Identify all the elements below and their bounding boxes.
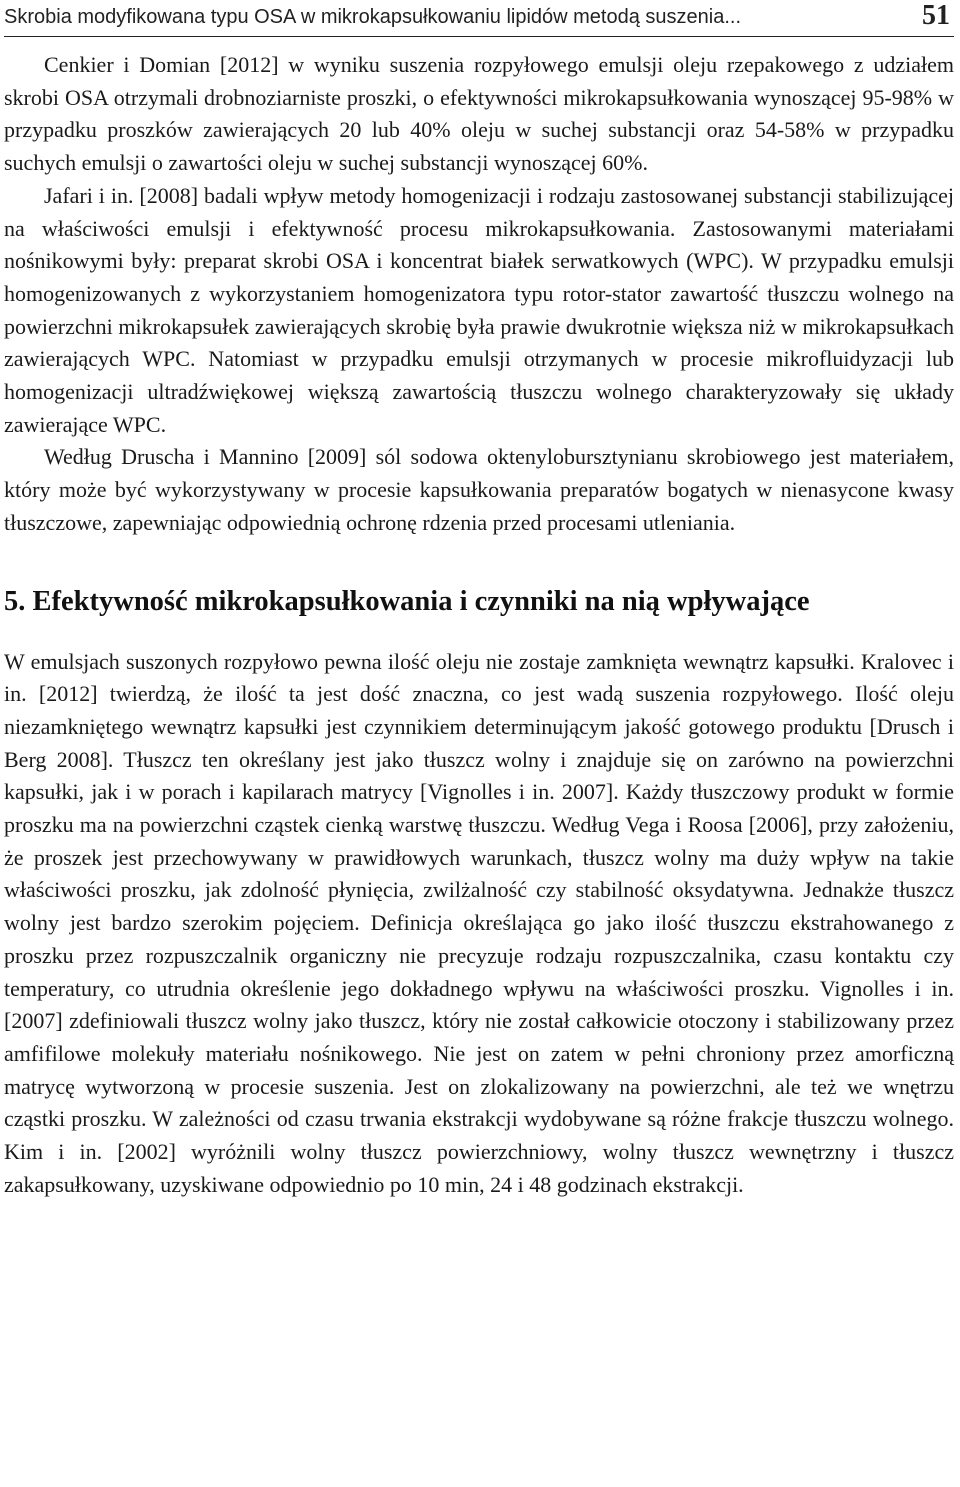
section-paragraph: W emulsjach suszonych rozpyłowo pewna ilość oleju nie zostaje zamknięta wewnątrz kapsułki. Kralovec i in. [2012] twierdzą, że ilość ta jest dość znaczna, co jest wadą suszenia rozpyłowego. Ilość oleju niezamkniętego wewnątrz kapsułki jest czynnikiem determinującym jakość gotowego produktu [Drusch i Berg 2008]. Tłuszcz ten określany jest jako tłuszcz wolny i znajduje się on zarówno na powierzchni kapsułki, jak i w porach i kapilarach matrycy [Vignolles i in. 2007]. Każdy tłuszczowy produkt w formie proszku ma na powierzchni cząstek cienką warstwę tłuszczu. Według Vega i Roosa [2006], przy założeniu, że proszek jest przechowywany w prawidłowych warunkach, tłuszcz wolny ma duży wpływ na takie właściwości proszku, jak zdolność płynięcia, zwilżalność czy stabilność oksydatywna. Jednakże tłuszcz wolny jest bardzo szerokim pojęciem. Definicja określająca go jako ilość tłuszczu ekstrahowanego z proszku przez rozpuszczalnik organiczny nie precyzuje rodzaju rozpuszczalnika, czasu kontaktu czy temperatury, co utrudnia określenie jego dokładnego wpływu na właściwości proszku. Vignolles i in. [2007] zdefiniowali tłuszcz wolny jako tłuszcz, który nie został całkowicie otoczony i stabilizowany przez amfifilowe molekuły materiału nośnikowego. Nie jest on zatem w pełni chroniony przez amorficzną matrycę wytworzoną w procesie suszenia. Jest on zlokalizowany na powierzchni, ale też we wnętrzu cząstki proszku. W zależności od czasu trwania ekstrakcji wydobywane są różne frakcje tłuszczu wolnego. Kim i in. [2002] wyróżnili wolny tłuszcz powierzchniowy, wolny tłuszcz wewnętrzny i tłuszcz zakapsułkowany, uzyskiwane odpowiednio po 10 min, 24 i 48 godzinach ekstrakcji. [4,648,954,1197]
paragraph-jafari: Jafari i in. [2008] badali wpływ metody homogenizacji i rodzaju zastosowanej substancji stabilizującej na właściwości emulsji i efektywność procesu mikrokapsułkowania. Zastosowanymi materiałami nośnikowymi były: preparat skrobi OSA i koncentrat białek serwatkowych (WPC). W przypadku emulsji homogenizowanych z wykorzystaniem homogenizatora typu rotor-stator zawartość tłuszczu wolnego na powierzchni mikrokapsułek zawierających skrobię była prawie dwukrotnie większa niż w mikrokapsułkach zawierających WPC. Natomiast w przypadku emulsji otrzymanych w procesie mikrofluidyzacji lub homogenizacji ultradźwiękowej większą zawartością tłuszczu wolnego charakteryzowały się układy zawierające WPC. [4,182,954,437]
document-page [4,0,954,1202]
body-text [4,49,954,1202]
running-title: Skrobia modyfikowana typu OSA w mikrokapsułkowaniu lipidów metodą suszenia... [4,6,742,28]
page-number: 51 [922,0,950,31]
paragraph-cenkier-domian: Cenkier i Domian [2012] w wyniku suszenia rozpyłowego emulsji oleju rzepakowego z udziałem skrobi OSA otrzymali drobnoziarniste proszki, o efektywności mikrokapsułkowania wynoszącej 95-98% w przypadku proszków zawierających 20 lub 40% oleju w suchej substancji oraz 54-58% w przypadku suchych emulsji o zawartości oleju w suchej substancji wynoszącej 60%. [4,52,954,176]
section-heading: 5. Efektywność mikrokapsułkowania i czynniki na nią wpływające [4,585,810,617]
paragraph-drusch-mannino: Według Druscha i Mannino [2009] sól sodowa oktenylobursztynianu skrobiowego jest materiałem, który może być wykorzystywany w procesie kapsułkowania preparatów bogatych w nienasycone kwasy tłuszczowe, zapewniając odpowiednią ochronę rdzenia przed procesami utleniania. [4,444,954,535]
running-header [4,0,954,37]
